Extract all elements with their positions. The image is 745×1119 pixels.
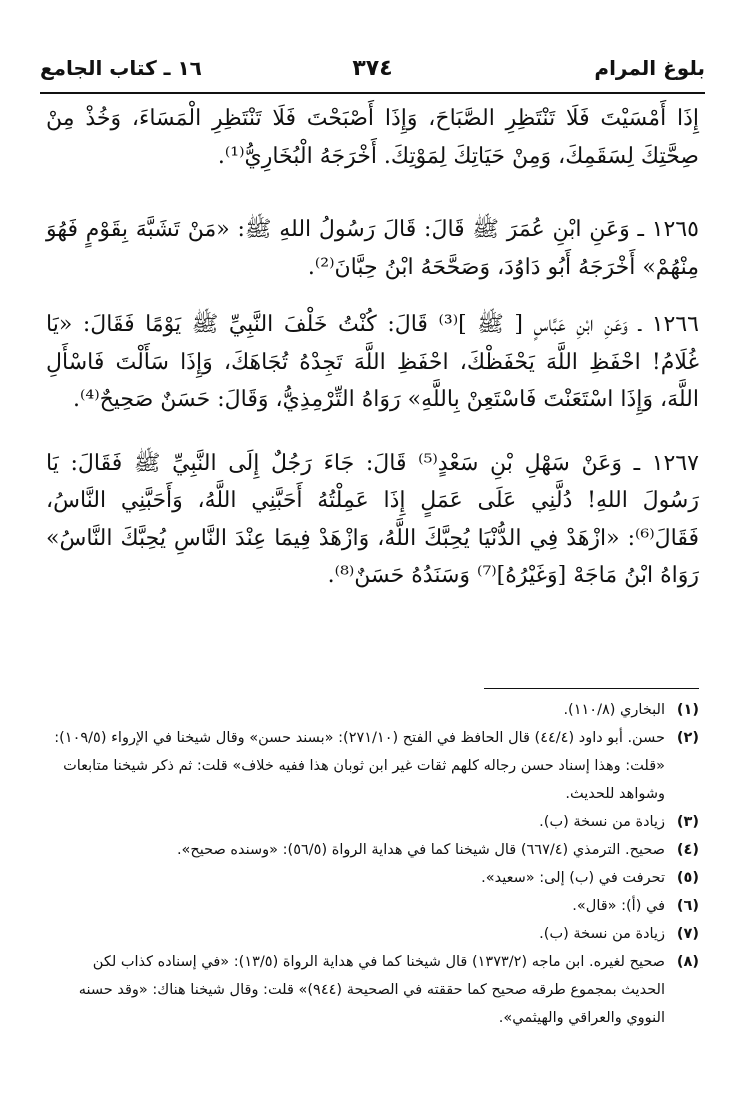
footnote-number: (٧) [676,926,699,942]
paragraph-continuation: إِذَا أَمْسَيْتَ فَلَا تَنْتَظِرِ الصَّبَاحَ، وَإِذَا أَصْبَحْتَ فَلَا تَنْتَظِرِ الْمَسَاءَ، وَخُذْ مِنْ صِحَّتِكَ لِسَقَمِكَ، وَمِنْ حَيَاتِكَ لِمَوْتِكَ. أَخْرَجَهُ الْبُخَارِيُّ⁽¹⁾. [46,106,699,169]
footnote-3 [46,808,699,836]
main-text [46,100,699,595]
footnote-text: البخاري (١١٠/٨). [563,702,665,718]
hadith-1266: ١٢٦٦ ـ وَعَنِ ابْنِ عَبَّاسٍ [ ﷺ ]⁽³⁾ قَالَ: كُنْتُ خَلْفَ النَّبِيِّ ﷺ يَوْمًا فَقَالَ: «يَا غُلَامُ! احْفَظِ اللَّهَ يَحْفَظْكَ، احْفَظِ اللَّهَ تَجِدْهُ تُجَاهَكَ، وَإِذَا سَأَلْتَ فَاسْأَلِ اللَّهَ، وَإِذَا اسْتَعَنْتَ فَاسْتَعِنْ بِاللَّهِ» رَوَاهُ التِّرْمِذِيُّ، وَقَالَ: حَسَنٌ صَحِيحٌ⁽⁴⁾. [46,312,699,412]
hadith-1265: ١٢٦٥ ـ وَعَنِ ابْنِ عُمَرَ ﷺ قَالَ: قَالَ رَسُولُ اللهِ ﷺ: «مَنْ تَشَبَّهَ بِقَوْمٍ فَهُوَ مِنْهُمْ» أَخْرَجَهُ أَبُو دَاوُدَ، وَصَحَّحَهُ ابْنُ حِبَّانَ⁽²⁾. [46,217,699,280]
footnote-1 [46,696,699,724]
page-number: ٣٧٤ [352,56,393,81]
page-header [40,52,705,94]
footnotes [46,696,699,1032]
footnote-text: زيادة من نسخة (ب). [539,926,665,942]
footnote-divider [484,688,699,689]
footnote-2 [46,724,699,808]
footnote-number: (٤) [676,842,699,858]
footnote-5 [46,864,699,892]
footnote-text: زيادة من نسخة (ب). [539,814,665,830]
footnote-number: (٦) [676,898,699,914]
footnote-text: صحيح. الترمذي (٦٦٧/٤) قال شيخنا كما في هداية الرواة (٥٦/٥): «وسنده صحيح». [176,842,665,858]
footnote-text: حسن. أبو داود (٤٤/٤) قال الحافظ في الفتح (٢٧١/١٠): «بسند حسن» وقال شيخنا في الإرواء (١٠٩/٥): «قلت: وهذا إسناد حسن رجاله كلهم ثقات غير ابن ثوبان هذا ففيه خلاف» قلت: ثم ذكر شيخنا متابعات وشواهد للحديث. [54,730,665,802]
footnote-4 [46,836,699,864]
footnote-text: تحرفت في (ب) إلى: «سعيد». [481,870,665,886]
footnote-number: (٣) [676,814,699,830]
footnote-number: (٥) [676,870,699,886]
footnote-text: صحيح لغيره. ابن ماجه (١٣٧٣/٢) قال شيخنا كما في هداية الرواة (١٣/٥): «في إسناده كذاب لكن الحديث بمجموع طرقه صحيح كما حققته في الصحيحة (٩٤٤)» قلت: وقال شيخنا هناك: «وقد حسنه النووي والعراقي والهيثمي». [78,954,665,1026]
hadith-1267: ١٢٦٧ ـ وَعَنْ سَهْلِ بْنِ سَعْدٍ⁽⁵⁾ قَالَ: جَاءَ رَجُلٌ إِلَى النَّبِيِّ ﷺ فَقَالَ: يَا رَسُولَ اللهِ! دُلَّنِي عَلَى عَمَلٍ إِذَا عَمِلْتُهُ أَحَبَّنِي اللَّهُ، وَأَحَبَّنِي النَّاسُ، فَقَالَ⁽⁶⁾: «ازْهَدْ فِي الدُّنْيَا يُحِبَّكَ اللَّهُ، وَازْهَدْ فِيمَا عِنْدَ النَّاسِ يُحِبَّكَ النَّاسُ» رَوَاهُ ابْنُ مَاجَهْ [وَغَيْرُهُ]⁽⁷⁾ وَسَنَدُهُ حَسَنٌ⁽⁸⁾. [46,450,699,588]
footnote-7 [46,920,699,948]
footnote-number: (٨) [676,954,699,970]
footnote-number: (١) [676,702,699,718]
footnote-8 [46,948,699,1032]
footnote-number: (٢) [676,730,699,746]
footnote-6 [46,892,699,920]
footnote-text: في (أ): «قال». [572,898,665,914]
book-title: بلوغ المرام [594,56,705,80]
chapter-title: ١٦ ـ كتاب الجامع [40,56,202,80]
